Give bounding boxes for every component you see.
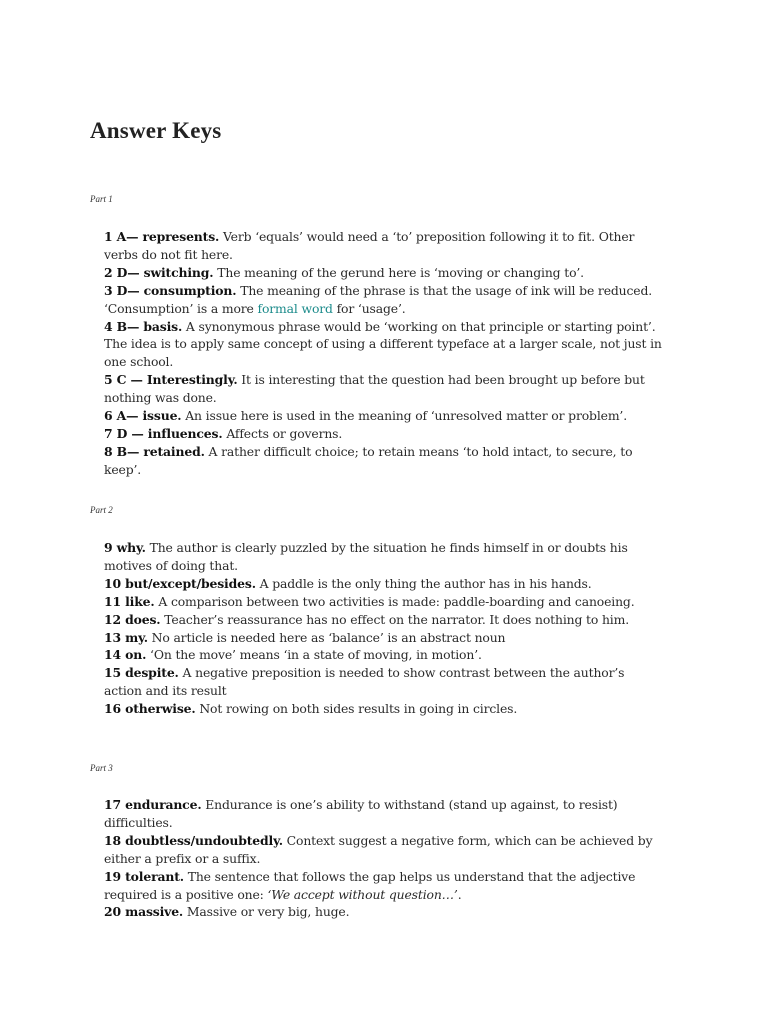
answer-key: 5 C — Interestingly. bbox=[104, 372, 238, 388]
answer-explanation: A rather difficult choice; to retain means ‘to hold intact, to secure, to keep’. bbox=[104, 443, 633, 477]
part-3-label: Part 3 bbox=[90, 763, 113, 773]
answer-explanation: A synonymous phrase would be ‘working on that principle or starting point’. The idea is to apply same concept of using a different typeface at a larger scale, not just in one school. bbox=[104, 318, 662, 370]
answer-explanation: A paddle is the only thing the author has in his hands. bbox=[255, 575, 592, 591]
answer-key: 3 D— consumption. bbox=[104, 282, 237, 298]
answer-key: 16 otherwise. bbox=[104, 701, 196, 717]
answer-11 bbox=[104, 593, 664, 611]
answer-key: 20 massive. bbox=[104, 904, 184, 920]
answer-key: 11 like. bbox=[104, 593, 155, 609]
answer-13 bbox=[104, 629, 664, 647]
part-1-label: Part 1 bbox=[90, 194, 113, 204]
answer-key: 8 B— retained. bbox=[104, 443, 205, 459]
answer-explanation: The meaning of the gerund here is ‘moving or changing to’. bbox=[213, 264, 584, 280]
answer-key: 13 my. bbox=[104, 629, 148, 645]
answer-explanation: Endurance is one’s ability to withstand (stand up against, to resist) difficulties. bbox=[104, 797, 618, 830]
answer-7 bbox=[104, 425, 664, 443]
answer-explanation: ‘On the move’ means ‘in a state of moving, in motion’. bbox=[146, 647, 482, 663]
answer-explanation-end: for ‘usage’. bbox=[332, 300, 406, 316]
answer-1 bbox=[104, 228, 664, 264]
answer-explanation: Context suggest a negative form, which can be achieved by either a prefix or a suffix. bbox=[104, 832, 653, 866]
answer-key: 17 endurance. bbox=[104, 797, 202, 812]
answer-key: 1 A— represents. bbox=[104, 229, 220, 244]
answer-20 bbox=[104, 903, 664, 921]
answer-explanation: It is interesting that the question had been brought up before but nothing was done. bbox=[104, 372, 645, 406]
answer-explanation: The meaning of the phrase is that the usage of ink will be reduced. ‘Consumption’ is a more bbox=[104, 282, 653, 316]
answer-key: 2 D— switching. bbox=[104, 264, 214, 280]
part-1-answers bbox=[104, 228, 664, 479]
answer-key: 12 does. bbox=[104, 611, 161, 627]
answer-key: 10 but/except/besides. bbox=[104, 575, 256, 591]
part-2-label: Part 2 bbox=[90, 505, 113, 515]
answer-explanation: Massive or very big, huge. bbox=[183, 904, 350, 920]
answer-18 bbox=[104, 832, 664, 868]
answer-5 bbox=[104, 371, 664, 407]
part-3-answers bbox=[104, 796, 664, 921]
quoted-example: ‘We accept without question…’ bbox=[267, 886, 458, 902]
answer-key: 7 D — influences. bbox=[104, 425, 223, 441]
part-2-answers bbox=[104, 539, 664, 718]
formal-word-link[interactable]: formal word bbox=[257, 300, 333, 316]
answer-explanation: A comparison between two activities is made: paddle-boarding and canoeing. bbox=[154, 593, 635, 609]
answer-9 bbox=[104, 539, 664, 575]
page-title: Answer Keys bbox=[90, 118, 222, 143]
answer-2 bbox=[104, 264, 664, 282]
answer-explanation: Teacher’s reassurance has no effect on the narrator. It does nothing to him. bbox=[160, 611, 630, 627]
answer-14 bbox=[104, 646, 664, 664]
answer-explanation-end: . bbox=[457, 886, 462, 902]
answer-key: 9 why. bbox=[104, 540, 146, 555]
answer-8 bbox=[104, 443, 664, 479]
answer-key: 14 on. bbox=[104, 647, 147, 663]
answer-19 bbox=[104, 868, 664, 904]
answer-explanation: Affects or governs. bbox=[222, 425, 343, 441]
answer-key: 6 A— issue. bbox=[104, 408, 182, 424]
answer-3 bbox=[104, 282, 664, 318]
answer-explanation: An issue here is used in the meaning of ‘unresolved matter or problem’. bbox=[181, 408, 627, 424]
answer-explanation: The sentence that follows the gap helps us understand that the adjective required is a positive one: bbox=[104, 868, 636, 902]
answer-10 bbox=[104, 575, 664, 593]
answer-key: 15 despite. bbox=[104, 665, 179, 681]
answer-4 bbox=[104, 318, 664, 372]
answer-key: 18 doubtless/undoubtedly. bbox=[104, 832, 283, 848]
answer-15 bbox=[104, 664, 664, 700]
answer-17 bbox=[104, 796, 664, 832]
answer-explanation: Not rowing on both sides results in going in circles. bbox=[195, 701, 518, 717]
answer-explanation: The author is clearly puzzled by the situation he finds himself in or doubts his motives of doing that. bbox=[104, 540, 628, 573]
answer-6 bbox=[104, 407, 664, 425]
answer-explanation: A negative preposition is needed to show contrast between the author’s action and its result bbox=[104, 665, 625, 699]
answer-key: 19 tolerant. bbox=[104, 868, 184, 884]
answer-explanation: No article is needed here as ‘balance’ is an abstract noun bbox=[147, 629, 506, 645]
answer-12 bbox=[104, 611, 664, 629]
answer-explanation: Verb ‘equals’ would need a ‘to’ preposition following it to fit. Other verbs do not fit here. bbox=[104, 229, 635, 262]
answer-key: 4 B— basis. bbox=[104, 318, 183, 334]
answer-16 bbox=[104, 700, 664, 718]
